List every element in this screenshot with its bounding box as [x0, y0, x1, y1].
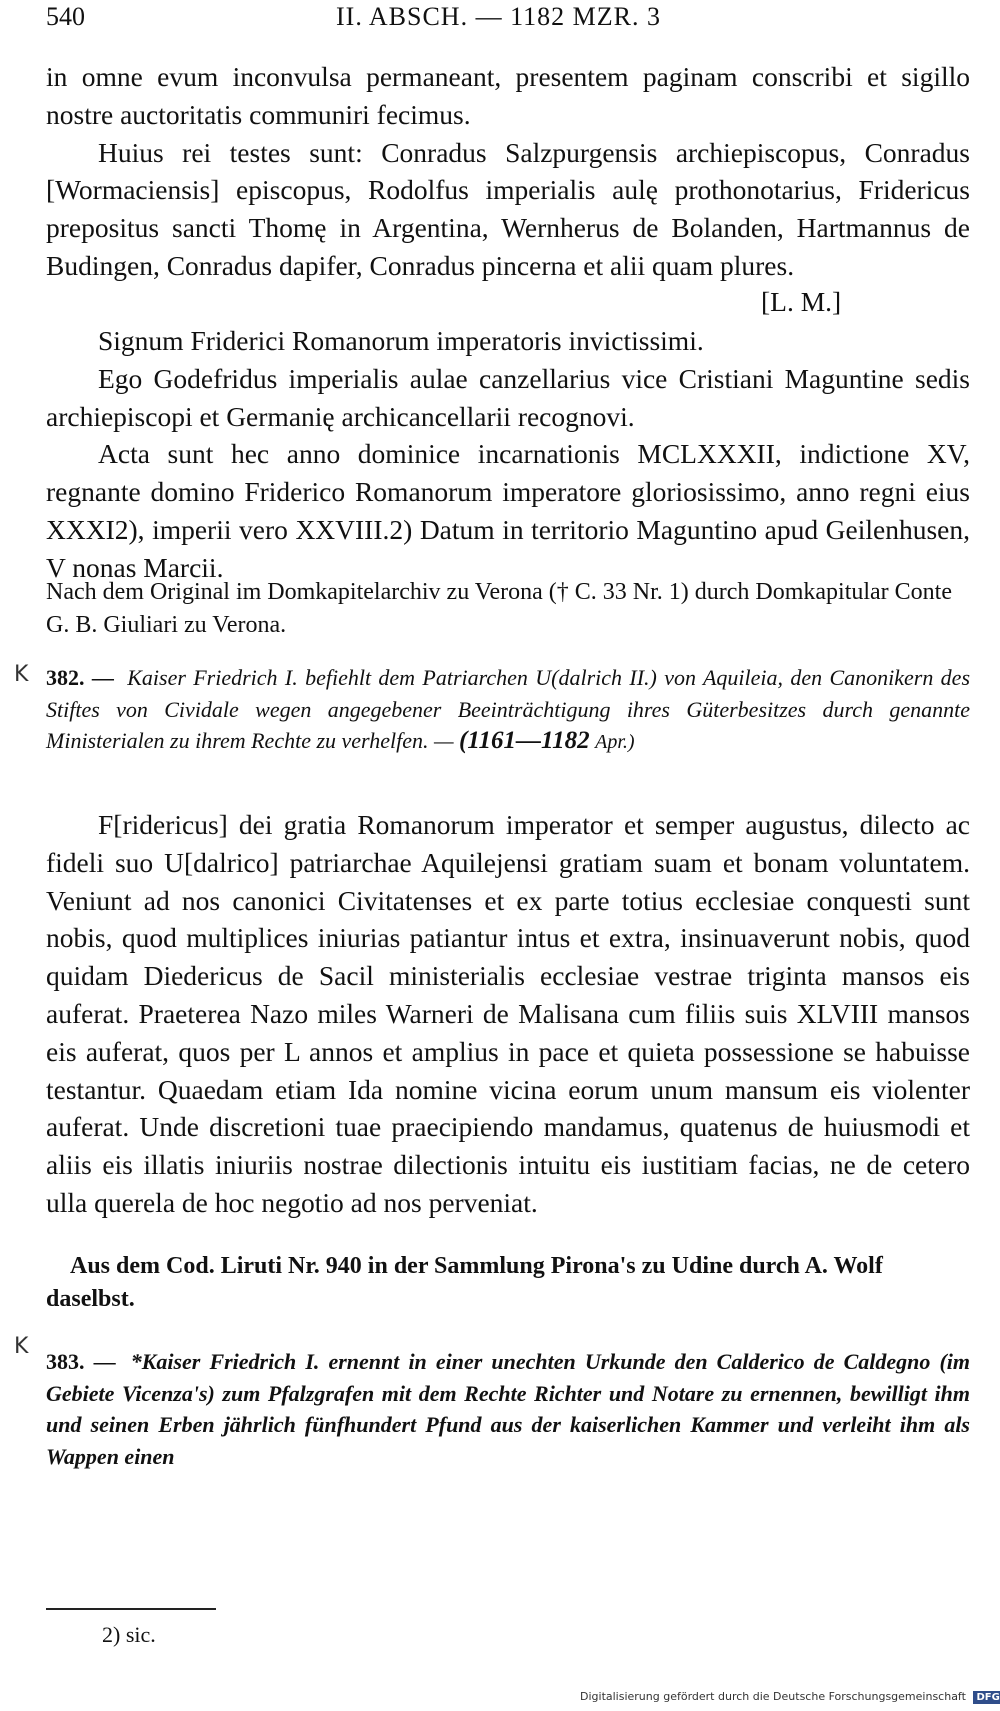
signum-line: Signum Friderici Romanorum imperatoris invictissimi.	[98, 325, 704, 356]
page-header	[46, 0, 976, 36]
regest-383	[46, 1346, 970, 1472]
document-number: 383. —	[46, 1349, 116, 1374]
margin-mark-383: K	[14, 1334, 29, 1359]
running-title: II. ABSCH. — 1182 MZR. 3	[336, 2, 661, 31]
regest-text: *Kaiser Friedrich I. ernennt in einer unechten Urkunde den Calderico de Caldegno (im Gebiete Vicenza's) zum Pfalzgrafen mit dem Rechte Richter und Notare zu ernennen, bewilligt ihm und seinen Erben jährlich fünfhundert Pfund aus der kaiserlichen Kammer und verleiht ihm als Wappen einen	[46, 1349, 971, 1469]
margin-mark-382: K	[14, 662, 29, 687]
charter-continuation	[46, 58, 970, 285]
digitization-credit	[580, 1690, 1000, 1711]
charter-subscriptions	[46, 322, 970, 587]
page-number: 540	[46, 2, 85, 31]
document-number: 382. —	[46, 665, 114, 690]
source-note-text: Aus dem Cod. Liruti Nr. 940 in der Sammlung Pirona's zu Udine durch A. Wolf daselbst.	[46, 1253, 883, 1312]
source-note-2	[46, 1250, 970, 1316]
source-note-1	[46, 576, 970, 642]
document-date: (1161—1182	[459, 727, 590, 754]
footnote-rule	[46, 1608, 216, 1610]
dating-clause: Acta sunt hec anno dominice incarnationis MCLXXXII, indictione XV, regnante domino Friderico Romanorum imperatore gloriosissimo, anno regni eius XXXI2), imperii vero XXVIII.2) Datum in territorio Maguntino apud Geilenhusen, V nonas Marcii.	[46, 438, 970, 583]
credit-text: Digitalisierung gefördert durch die Deutsche Forschungsgemeinschaft	[580, 1690, 966, 1703]
regest-382	[46, 662, 970, 759]
seal-mark: [L. M.]	[761, 286, 842, 317]
document-date-suffix: Apr.)	[595, 731, 635, 753]
regest-text: Kaiser Friedrich I. befiehlt dem Patriarchen U(dalrich II.) von Aquileia, den Canonikern des Stiftes von Cividale wegen angegebener Beeinträchtigung ihres Güterbesitzes durch genannte Ministerialen zu ihrem Rechte zu verhelfen. —	[46, 665, 971, 753]
recognition-line: Ego Godefridus imperialis aulae canzellarius vice Cristiani Maguntine sedis archiepiscopi et Germanię archicancellarii recognovi.	[46, 362, 970, 432]
source-note-text: Nach dem Original im Domkapitelarchiv zu Verona († C. 33 Nr. 1) durch Domkapitular Conte G. B. Giuliari zu Verona.	[46, 579, 952, 638]
charter-382-text	[46, 806, 970, 1222]
charter-body: F[ridericus] dei gratia Romanorum imperator et semper augustus, dilecto ac fideli suo U[dalrico] patriarchae Aquilejensi gratiam suam et bonam voluntatem. Veniunt ad nos canonici Civitatenses et ex parte totius ecclesiae conquesti sunt nobis, quod multiplices iniurias patiantur intus et extra, insinuaverunt nobis, quod quidam Diedericus de Sacil ministerialis ecclesiae vestrae triginta mansos eis auferat. Praeterea Nazo miles Warneri de Malisana cum filiis suis XLVIII mansos eis auferat, quos per L annos et amplius in pace et quieta possessione se habuisse testantur. Quaedam etiam Ida nomine vicina eorum unum mansum eis violenter auferat. Unde discretioni tuae praecipiendo mandamus, quatenus de huiusmodi et aliis eis illatis iniuriis nostrae dilectionis intuitu eis iustitiam facias, ne de cetero ulla querela de hoc negotio ad nos perveniat.	[46, 809, 970, 1218]
witness-list: Huius rei testes sunt: Conradus Salzpurgensis archiepiscopus, Conradus [Wormaciensis] episcopus, Rodolfus imperialis aulę prothonotarius, Fridericus prepositus sancti Thomę in Argentina, Wernherus de Bolanden, Hartmannus de Budingen, Conradus dapifer, Conradus pincerna et alii quam plures.	[46, 136, 970, 281]
footnote: 2) sic.	[102, 1622, 156, 1647]
dfg-logo-icon: DFG	[973, 1691, 1000, 1704]
closing-clause: in omne evum inconvulsa permaneant, presentem paginam conscribi et sigillo nostre auctoritatis communiri fecimus.	[46, 61, 970, 130]
